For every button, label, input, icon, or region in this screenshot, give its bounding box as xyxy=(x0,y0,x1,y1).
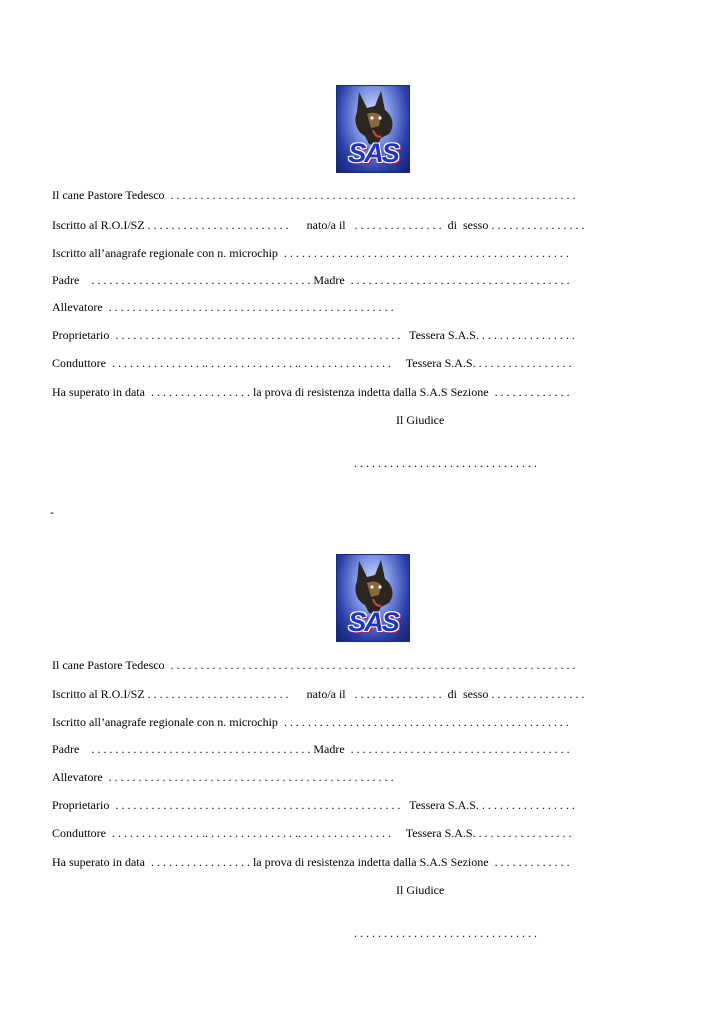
field-padre-madre: Padre . . . . . . . . . . . . . . . . . . . . . . . . . . . . . . . . . . . . . Madre . . . . . . . . . . . . . . . . . . . . . . . . . . . . . . . . . . . . . xyxy=(52,742,570,756)
field-iscritto: Iscritto al R.O.I/SZ . . . . . . . . . . . . . . . . . . . . . . . . nato/a il . . . . . . . . . . . . . . . di sesso . . . . . . . . . . . . . . . . xyxy=(52,218,585,232)
field-proprietario: Proprietario . . . . . . . . . . . . . . . . . . . . . . . . . . . . . . . . . . . . . . . . . . . . . . . . Tessera S.A.S. . . . . . . . . . . . . . . . . xyxy=(52,798,575,812)
field-padre-madre: Padre . . . . . . . . . . . . . . . . . . . . . . . . . . . . . . . . . . . . . Madre . . . . . . . . . . . . . . . . . . . . . . . . . . . . . . . . . . . . . xyxy=(52,273,570,287)
sas-logo-letters: SAS xyxy=(348,607,398,637)
field-superato: Ha superato in data . . . . . . . . . . . . . . . . . la prova di resistenza indetta dalla S.A.S Sezione . . . . . . . . . . . . . xyxy=(52,385,570,399)
sas-logo-letters: SAS xyxy=(348,138,398,168)
sas-logo xyxy=(336,85,410,173)
giudice-label: Il Giudice xyxy=(396,883,445,897)
field-cane: Il cane Pastore Tedesco . . . . . . . . . . . . . . . . . . . . . . . . . . . . . . . . . . . . . . . . . . . . . . . . . . . . . . . . . . . . . . . . . . . . xyxy=(52,658,576,672)
giudice-label: Il Giudice xyxy=(396,413,445,427)
field-iscritto: Iscritto al R.O.I/SZ . . . . . . . . . . . . . . . . . . . . . . . . nato/a il . . . . . . . . . . . . . . . di sesso . . . . . . . . . . . . . . . . xyxy=(52,687,585,701)
field-allevatore: Allevatore . . . . . . . . . . . . . . . . . . . . . . . . . . . . . . . . . . . . . . . . . . . . . . . . xyxy=(52,770,394,784)
field-proprietario: Proprietario . . . . . . . . . . . . . . . . . . . . . . . . . . . . . . . . . . . . . . . . . . . . . . . . Tessera S.A.S. . . . . . . . . . . . . . . . . xyxy=(52,328,575,342)
separator-dash: - xyxy=(50,505,54,519)
field-conduttore: Conduttore . . . . . . . . . . . . . . . .. . . . . . . . . . . . . . . .. . . . . . . . . . . . . . . . Tessera S.A.S. . . . . . . . . . . . . . . . . xyxy=(52,356,572,370)
field-anagrafe: Iscritto all’anagrafe regionale con n. microchip . . . . . . . . . . . . . . . . . . . . . . . . . . . . . . . . . . . . . . . . . . . . . . . . xyxy=(52,715,569,729)
giudice-signature-line: . . . . . . . . . . . . . . . . . . . . . . . . . . . . . . . xyxy=(354,456,537,470)
field-conduttore: Conduttore . . . . . . . . . . . . . . . .. . . . . . . . . . . . . . . .. . . . . . . . . . . . . . . . Tessera S.A.S. . . . . . . . . . . . . . . . . xyxy=(52,826,572,840)
field-cane: Il cane Pastore Tedesco . . . . . . . . . . . . . . . . . . . . . . . . . . . . . . . . . . . . . . . . . . . . . . . . . . . . . . . . . . . . . . . . . . . . xyxy=(52,188,576,202)
giudice-signature-line: . . . . . . . . . . . . . . . . . . . . . . . . . . . . . . . xyxy=(354,926,537,940)
field-allevatore: Allevatore . . . . . . . . . . . . . . . . . . . . . . . . . . . . . . . . . . . . . . . . . . . . . . . . xyxy=(52,300,394,314)
field-anagrafe: Iscritto all’anagrafe regionale con n. microchip . . . . . . . . . . . . . . . . . . . . . . . . . . . . . . . . . . . . . . . . . . . . . . . . xyxy=(52,246,569,260)
sas-logo xyxy=(336,554,410,642)
field-superato: Ha superato in data . . . . . . . . . . . . . . . . . la prova di resistenza indetta dalla S.A.S Sezione . . . . . . . . . . . . . xyxy=(52,855,570,869)
